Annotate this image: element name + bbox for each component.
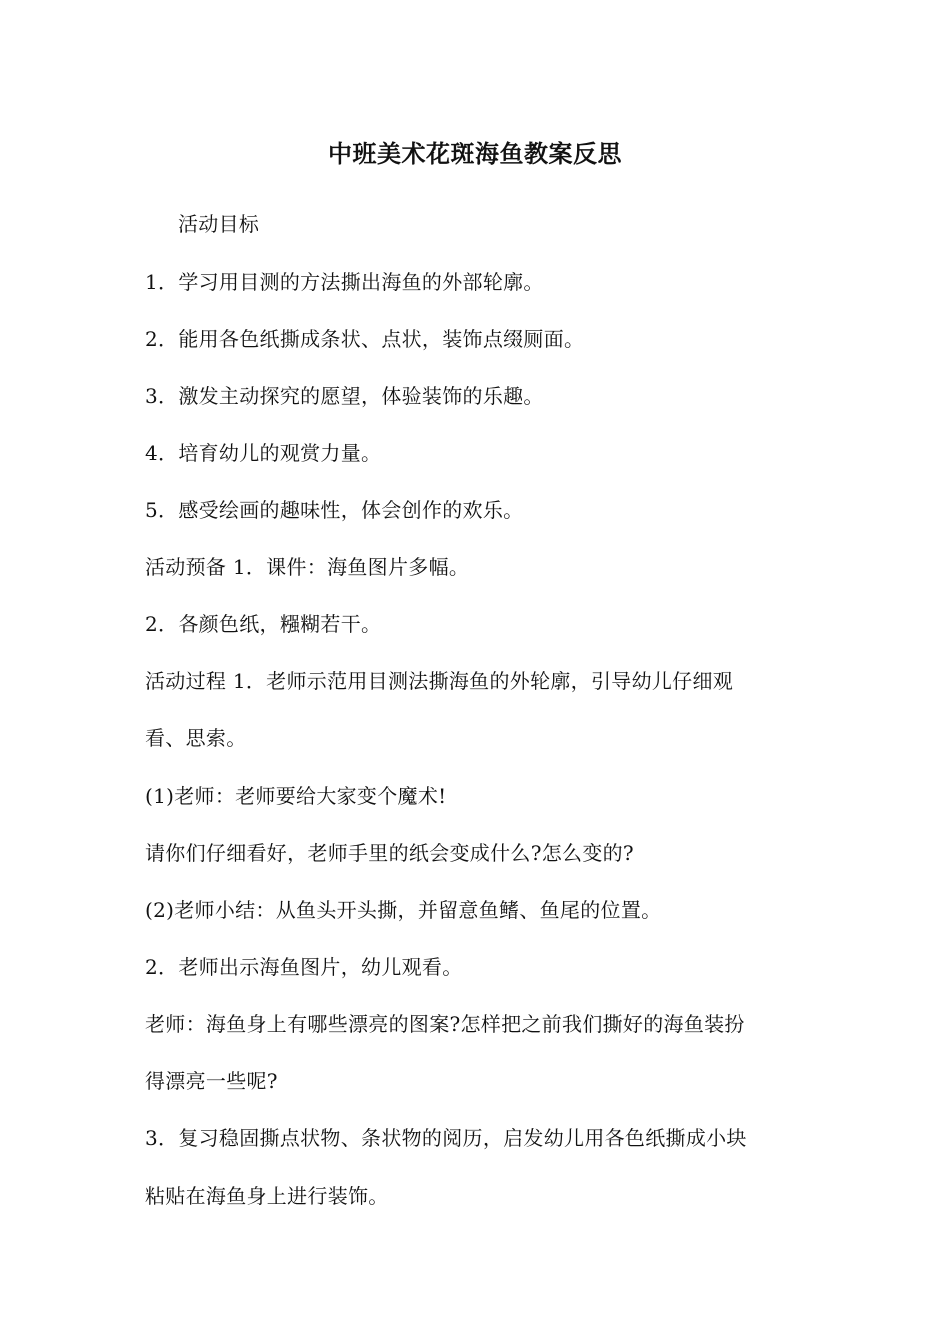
paragraph-line: 请你们仔细看好，老师手里的纸会变成什么?怎么变的? — [145, 841, 634, 865]
paragraph-line: 2．各颜色纸，糨糊若干。 — [145, 612, 382, 636]
paragraph-line: 看、思索。 — [145, 726, 247, 750]
paragraph-line: (1)老师：老师要给大家变个魔术! — [145, 784, 447, 808]
paragraph-line: 得漂亮一些呢? — [145, 1069, 278, 1093]
paragraph-line: 2．老师出示海鱼图片，幼儿观看。 — [145, 955, 463, 979]
paragraph-line: 4．培育幼儿的观赏力量。 — [145, 441, 382, 465]
document-title: 中班美术花斑海鱼教案反思 — [328, 139, 622, 168]
paragraph-line: 5．感受绘画的趣味性，体会创作的欢乐。 — [145, 498, 524, 522]
section-heading-goals: 活动目标 — [178, 212, 260, 236]
paragraph-line: 活动预备 1．课件：海鱼图片多幅。 — [145, 555, 470, 579]
paragraph-line: 老师：海鱼身上有哪些漂亮的图案?怎样把之前我们撕好的海鱼装扮 — [145, 1012, 745, 1036]
paragraph-line: 粘贴在海鱼身上进行装饰。 — [145, 1184, 389, 1208]
paragraph-line: 3．激发主动探究的愿望，体验装饰的乐趣。 — [145, 384, 544, 408]
paragraph-line: 1．学习用目测的方法撕出海鱼的外部轮廓。 — [145, 270, 544, 294]
paragraph-line: (2)老师小结：从鱼头开头撕，并留意鱼鳍、鱼尾的位置。 — [145, 898, 662, 922]
paragraph-line: 2．能用各色纸撕成条状、点状，装饰点缀厕面。 — [145, 327, 585, 351]
paragraph-line: 3．复习稳固撕点状物、条状物的阅历，启发幼儿用各色纸撕成小块 — [145, 1126, 747, 1150]
paragraph-line: 活动过程 1．老师示范用目测法撕海鱼的外轮廓，引导幼儿仔细观 — [145, 669, 734, 693]
